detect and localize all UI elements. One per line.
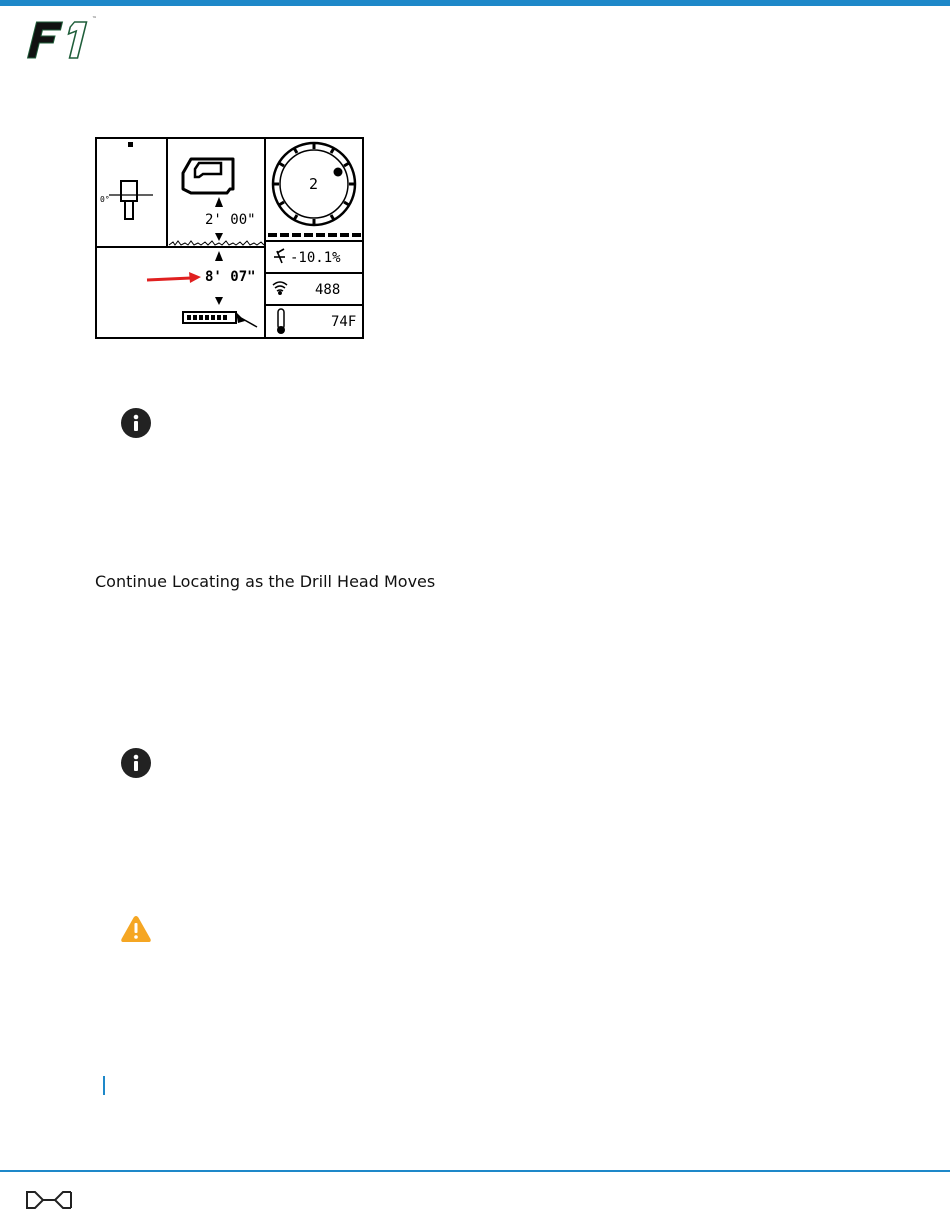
- info-icon: [121, 408, 151, 438]
- roll-position-value: 2: [309, 175, 319, 193]
- locate-screen-graphic: [95, 137, 364, 339]
- depth-value: 2' 00": [205, 212, 256, 228]
- dci-logo: [25, 1190, 73, 1210]
- warning-icon: [120, 914, 152, 944]
- signal-strength-value: 488: [315, 282, 341, 298]
- f1-logo: [25, 20, 95, 60]
- pitch-value: -10.1%: [290, 250, 341, 266]
- info-icon: [121, 748, 151, 778]
- thermometer-icon: [277, 309, 285, 334]
- footer-rule: [0, 1170, 950, 1172]
- revision-change-bar: [103, 1076, 105, 1095]
- roll-angle-label: 0°: [100, 195, 110, 204]
- section-heading: Continue Locating as the Drill Head Moves: [95, 572, 436, 591]
- trademark-symbol: ™: [92, 16, 97, 22]
- temperature-value: 74F: [331, 314, 357, 330]
- transmitter-icon: [183, 159, 233, 193]
- predicted-depth-value: 8' 07": [205, 269, 256, 285]
- locate-screen-display: [95, 137, 364, 339]
- top-accent-bar: [0, 0, 950, 6]
